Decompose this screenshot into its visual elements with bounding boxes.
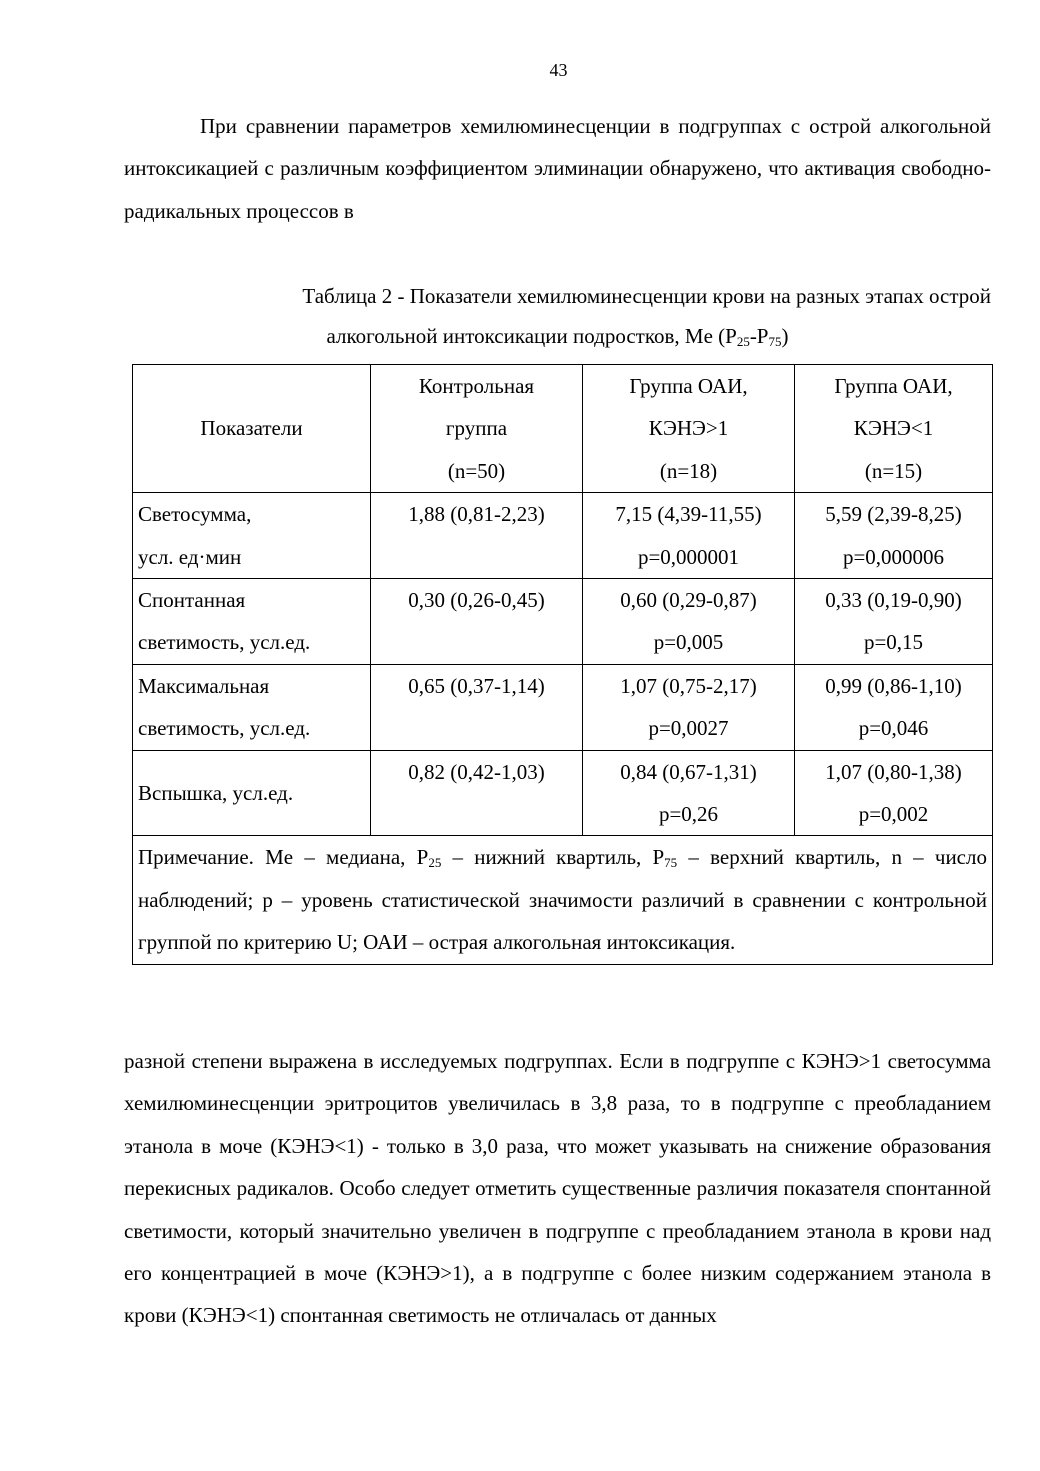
table-row bbox=[133, 579, 993, 665]
header-indicators: Показатели bbox=[133, 365, 371, 493]
page-number: 43 bbox=[549, 60, 568, 80]
cell-group-2: 0,33 (0,19-0,90) p=0,15 bbox=[795, 579, 993, 665]
cell-control: 0,30 (0,26-0,45) bbox=[371, 579, 583, 665]
caption-line-2: алкогольной интоксикации подростков, Me $(P_{25}-P_{75})$ bbox=[326, 324, 789, 349]
cell-group-1: 7,15 (4,39-11,55) p=0,000001 bbox=[583, 493, 795, 579]
row-label: Спонтанная светимость, усл.ед. bbox=[133, 579, 371, 665]
cell-control: 0,65 (0,37-1,14) bbox=[371, 664, 583, 750]
cell-control: 0,82 (0,42-1,03) bbox=[371, 750, 583, 836]
table-note: Примечание. Me – медиана, $P_{25}$ – нижний квартиль, $P_{75}$ – верхний квартиль, n – число наблюдений; p – уровень статистической значимости различий в сравнении с контрольной группой по критерию U; ОАИ – острая алкогольная интоксикация. bbox=[133, 836, 993, 964]
table-note-row bbox=[133, 836, 993, 964]
table-row bbox=[133, 493, 993, 579]
data-table bbox=[132, 364, 993, 965]
cell-group-1: 1,07 (0,75-2,17) p=0,0027 bbox=[583, 664, 795, 750]
row-label: Максимальная светимость, усл.ед. bbox=[133, 664, 371, 750]
header-oai-group-1: Группа ОАИ, КЭНЭ>1 (n=18) bbox=[583, 365, 795, 493]
table-header-row bbox=[133, 365, 993, 493]
paragraph-bottom: разной степени выражена в исследуемых подгруппах. Если в подгруппе с КЭНЭ>1 светосумма хемилюминесценции эритроцитов увеличилась в 3,8 раза, то в подгруппе с преобладанием этанола в моче (КЭНЭ<1) - только в 3,0 раза, что может указывать на снижение образования перекисных радикалов. Особо следует отметить существенные различия показателя спонтанной светимости, который значительно увеличен в подгруппе с преобладанием этанола в крови над его концентрацией в моче (КЭНЭ>1), а в подгруппе с более низким содержанием этанола в крови (КЭНЭ<1) спонтанная светимость не отличалась от данных bbox=[124, 1049, 992, 1328]
cell-control: 1,88 (0,81-2,23) bbox=[371, 493, 583, 579]
row-label: Светосумма, усл. ед·мин bbox=[133, 493, 371, 579]
header-control-group: Контрольная группа (n=50) bbox=[371, 365, 583, 493]
cell-group-2: 0,99 (0,86-1,10) p=0,046 bbox=[795, 664, 993, 750]
cell-group-1: 0,84 (0,67-1,31) p=0,26 bbox=[583, 750, 795, 836]
cell-group-2: 1,07 (0,80-1,38) p=0,002 bbox=[795, 750, 993, 836]
cell-group-2: 5,59 (2,39-8,25) p=0,000006 bbox=[795, 493, 993, 579]
cell-group-1: 0,60 (0,29-0,87) p=0,005 bbox=[583, 579, 795, 665]
caption-line-1: Таблица 2 - Показатели хемилюминесценции крови на разных этапах острой bbox=[302, 284, 991, 308]
paragraph-top: При сравнении параметров хемилюминесценции в подгруппах с острой алкогольной интоксикацией с различным коэффициентом элиминации обнаружено, что активация свободно-радикальных процессов в bbox=[124, 114, 992, 223]
table-caption bbox=[124, 276, 991, 356]
row-label: Вспышка, усл.ед. bbox=[133, 750, 371, 836]
table-row bbox=[133, 664, 993, 750]
header-oai-group-2: Группа ОАИ, КЭНЭ<1 (n=15) bbox=[795, 365, 993, 493]
table-row bbox=[133, 750, 993, 836]
